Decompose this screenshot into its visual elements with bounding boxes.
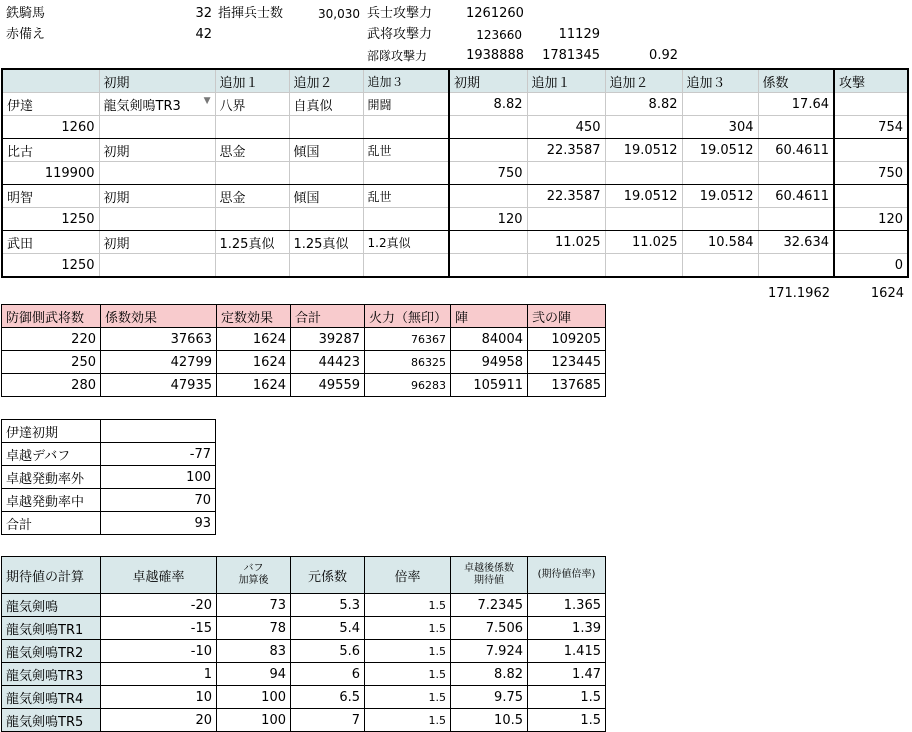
defense-cell[interactable]: 76367 <box>365 328 451 351</box>
expected-cell[interactable]: 1.5 <box>528 686 606 709</box>
coef-total-cell[interactable]: 17.64 <box>758 93 834 116</box>
expected-row <box>2 709 606 732</box>
butai-value-1[interactable]: 1938888 <box>466 48 524 63</box>
const-cell[interactable]: 450 <box>527 116 605 139</box>
busho-name-cell[interactable]: 比古 <box>2 139 99 162</box>
defense-header-cell[interactable]: 防御側武将数 <box>2 305 101 328</box>
const-cell[interactable] <box>605 162 682 185</box>
defense-cell[interactable]: 47935 <box>101 374 217 397</box>
expected-cell[interactable]: 8.82 <box>451 663 528 686</box>
expected-cell[interactable]: 1.5 <box>365 709 451 732</box>
const-cell[interactable]: 750 <box>449 162 527 185</box>
defense-header-cell[interactable]: 陣 <box>451 305 528 328</box>
expected-cell[interactable]: 5.3 <box>291 594 365 617</box>
defense-cell[interactable]: 96283 <box>365 374 451 397</box>
expected-label-cell[interactable]: 龍気剣鳴 <box>2 594 101 617</box>
defense-cell[interactable]: 37663 <box>101 328 217 351</box>
skill-cell[interactable]: 思金 <box>215 139 289 162</box>
grid-cell[interactable] <box>758 162 834 185</box>
grid-row-hiko-sub <box>2 162 908 185</box>
date-label-cell[interactable]: 卓越デバフ <box>2 443 101 466</box>
attack-cell[interactable] <box>834 93 908 116</box>
defense-cell[interactable]: 1624 <box>217 374 291 397</box>
busho-attack-cell[interactable]: 1250 <box>2 254 99 278</box>
attack-cell[interactable] <box>834 231 908 254</box>
grid-cell[interactable] <box>363 116 449 139</box>
date-value-cell[interactable]: 93 <box>101 512 216 535</box>
date-row <box>2 512 216 535</box>
skill-cell[interactable]: 自真似 <box>289 93 363 116</box>
attack-total-cell[interactable]: 754 <box>834 116 908 139</box>
expected-row <box>2 640 606 663</box>
expected-cell[interactable]: 5.4 <box>291 617 365 640</box>
date-row <box>2 489 216 512</box>
busho-name-cell[interactable]: 武田 <box>2 231 99 254</box>
const-cell[interactable] <box>682 208 758 231</box>
expected-cell[interactable]: 9.75 <box>451 686 528 709</box>
skill-cell[interactable]: 乱世 <box>363 139 449 162</box>
grid-row-takeda <box>2 231 908 254</box>
date-label-cell[interactable]: 卓越発動率中 <box>2 489 101 512</box>
tekkiba-label[interactable]: 鉄騎馬 <box>6 6 46 21</box>
date-label-cell[interactable]: 伊達初期 <box>2 420 101 443</box>
defense-cell[interactable]: 94958 <box>451 351 528 374</box>
expected-cell[interactable]: 1.365 <box>528 594 606 617</box>
busho-attack-cell[interactable]: 119900 <box>2 162 99 185</box>
grid-cell[interactable] <box>99 116 215 139</box>
grid-cell[interactable] <box>289 254 363 278</box>
skill-cell[interactable]: 1.25真似 <box>215 231 289 254</box>
defense-cell[interactable]: 250 <box>2 351 101 374</box>
expected-cell[interactable]: 10 <box>101 686 217 709</box>
grid-header-cell[interactable]: 初期 <box>449 69 527 93</box>
defense-cell[interactable]: 1624 <box>217 328 291 351</box>
grid-cell[interactable] <box>99 208 215 231</box>
defense-row <box>2 374 606 397</box>
grid-row-akechi <box>2 185 908 208</box>
const-cell[interactable] <box>449 254 527 278</box>
grid-cell[interactable] <box>99 162 215 185</box>
skill-dropdown-cell[interactable] <box>99 93 215 116</box>
defense-row <box>2 351 606 374</box>
coef-cell[interactable]: 19.0512 <box>682 185 758 208</box>
expected-cell[interactable]: 20 <box>101 709 217 732</box>
attack-total-cell[interactable]: 750 <box>834 162 908 185</box>
coef-cell[interactable]: 10.584 <box>682 231 758 254</box>
grid-header-row <box>2 69 908 93</box>
grid-cell[interactable] <box>363 254 449 278</box>
busho-label[interactable]: 武将攻撃力 <box>367 27 433 42</box>
grid-header-cell[interactable]: 追加２ <box>289 69 363 93</box>
expected-cell[interactable]: 78 <box>217 617 291 640</box>
grid-header-cell[interactable]: 初期 <box>99 69 215 93</box>
date-row <box>2 443 216 466</box>
const-cell[interactable]: 304 <box>682 116 758 139</box>
expected-cell[interactable]: 1.47 <box>528 663 606 686</box>
const-cell[interactable] <box>605 254 682 278</box>
coef-cell[interactable]: 11.025 <box>605 231 682 254</box>
expected-cell[interactable]: 1.5 <box>528 709 606 732</box>
date-value-cell[interactable]: 70 <box>101 489 216 512</box>
const-cell[interactable] <box>605 116 682 139</box>
date-value-cell[interactable] <box>101 420 216 443</box>
defense-header-row <box>2 305 606 328</box>
shiki-value[interactable]: 30,030 <box>318 7 360 21</box>
defense-cell[interactable]: 49559 <box>291 374 365 397</box>
expected-header-cell[interactable]: (期待値倍率) <box>528 557 606 594</box>
defense-cell[interactable]: 220 <box>2 328 101 351</box>
expected-label-cell[interactable]: 龍気剣鳴TR3 <box>2 663 101 686</box>
expected-label-cell[interactable]: 龍気剣鳴TR5 <box>2 709 101 732</box>
skill-cell[interactable]: 初期 <box>99 139 215 162</box>
skill-cell[interactable]: 傾国 <box>289 185 363 208</box>
expected-header-cell[interactable]: 元係数 <box>291 557 365 594</box>
expected-cell[interactable]: 10.5 <box>451 709 528 732</box>
expected-cell[interactable]: -15 <box>101 617 217 640</box>
defense-row <box>2 328 606 351</box>
skill-grid <box>1 68 909 278</box>
grid-cell[interactable] <box>289 208 363 231</box>
expected-cell[interactable]: -20 <box>101 594 217 617</box>
busho-value-1[interactable]: 123660 <box>476 28 522 42</box>
expected-header-row <box>2 557 606 594</box>
defense-cell[interactable]: 105911 <box>451 374 528 397</box>
coef-cell[interactable]: 19.0512 <box>682 139 758 162</box>
expected-cell[interactable]: 1.415 <box>528 640 606 663</box>
defense-cell[interactable]: 123445 <box>528 351 606 374</box>
coef-total-cell[interactable]: 60.4611 <box>758 185 834 208</box>
busho-name-cell[interactable]: 伊達 <box>2 93 99 116</box>
const-cell[interactable] <box>605 208 682 231</box>
expected-header-cell[interactable]: 期待値の計算 <box>2 557 101 594</box>
const-cell[interactable] <box>527 162 605 185</box>
defense-cell[interactable]: 39287 <box>291 328 365 351</box>
heishi-value[interactable]: 1261260 <box>466 6 524 21</box>
defense-header-cell[interactable]: 係数効果 <box>101 305 217 328</box>
defense-cell[interactable]: 109205 <box>528 328 606 351</box>
coef-cell[interactable]: 8.82 <box>449 93 527 116</box>
expected-row <box>2 594 606 617</box>
grid-cell[interactable] <box>758 254 834 278</box>
expected-cell[interactable]: 83 <box>217 640 291 663</box>
busho-name-cell[interactable]: 明智 <box>2 185 99 208</box>
defense-cell[interactable]: 44423 <box>291 351 365 374</box>
expected-header-cell[interactable]: 卓越後係数 期待値 <box>451 557 528 594</box>
coef-cell[interactable] <box>449 231 527 254</box>
expected-cell[interactable]: 100 <box>217 709 291 732</box>
expected-cell[interactable]: 1 <box>101 663 217 686</box>
coef-cell[interactable]: 22.3587 <box>527 139 605 162</box>
grid-header-cell[interactable] <box>2 69 99 93</box>
defense-cell[interactable]: 42799 <box>101 351 217 374</box>
date-label-cell[interactable]: 卓越発動率外 <box>2 466 101 489</box>
coef-cell[interactable] <box>449 139 527 162</box>
expected-row <box>2 663 606 686</box>
busho-attack-cell[interactable]: 1250 <box>2 208 99 231</box>
expected-cell[interactable]: 6.5 <box>291 686 365 709</box>
grid-cell[interactable] <box>758 208 834 231</box>
date-value-cell[interactable]: -77 <box>101 443 216 466</box>
date-row <box>2 466 216 489</box>
date-value-cell[interactable]: 100 <box>101 466 216 489</box>
attack-total-cell[interactable]: 0 <box>834 254 908 278</box>
coef-cell[interactable] <box>449 185 527 208</box>
attack-grand-total[interactable]: 1624 <box>870 286 904 301</box>
expected-cell[interactable]: 100 <box>217 686 291 709</box>
const-cell[interactable] <box>682 254 758 278</box>
expected-cell[interactable]: 5.6 <box>291 640 365 663</box>
defense-cell[interactable]: 1624 <box>217 351 291 374</box>
grid-header-cell[interactable]: 追加１ <box>527 69 605 93</box>
expected-cell[interactable]: 1.39 <box>528 617 606 640</box>
defense-header-cell[interactable]: 定数効果 <box>217 305 291 328</box>
grid-header-cell[interactable]: 追加１ <box>215 69 289 93</box>
coef-cell[interactable] <box>682 93 758 116</box>
expected-cell[interactable]: 7.924 <box>451 640 528 663</box>
grid-header-cell[interactable]: 追加３ <box>363 69 449 93</box>
skill-cell[interactable]: 八界 <box>215 93 289 116</box>
tekkiba-value[interactable]: 32 <box>195 6 212 21</box>
coef-cell[interactable] <box>527 93 605 116</box>
grid-row-takeda-sub <box>2 254 908 278</box>
busho-attack-cell[interactable]: 1260 <box>2 116 99 139</box>
grid-cell[interactable] <box>289 116 363 139</box>
expected-value-table <box>1 556 606 732</box>
date-label-cell[interactable]: 合計 <box>2 512 101 535</box>
shiki-label[interactable]: 指揮兵士数 <box>218 6 284 21</box>
defense-cell[interactable]: 84004 <box>451 328 528 351</box>
expected-cell[interactable]: 7.2345 <box>451 594 528 617</box>
grid-header-cell[interactable]: 係数 <box>758 69 834 93</box>
attack-cell[interactable] <box>834 139 908 162</box>
date-initial-table <box>1 419 216 535</box>
grid-cell[interactable] <box>363 208 449 231</box>
expected-label-cell[interactable]: 龍気剣鳴TR1 <box>2 617 101 640</box>
coef-cell[interactable]: 11.025 <box>527 231 605 254</box>
butai-label[interactable]: 部隊攻撃力 <box>367 49 428 63</box>
expected-header-cell[interactable]: 卓越確率 <box>101 557 217 594</box>
const-cell[interactable] <box>527 208 605 231</box>
skill-cell[interactable]: 思金 <box>215 185 289 208</box>
grid-cell[interactable] <box>289 162 363 185</box>
expected-cell[interactable]: 1.5 <box>365 640 451 663</box>
coef-cell[interactable]: 8.82 <box>605 93 682 116</box>
grid-cell[interactable] <box>758 116 834 139</box>
skill-cell[interactable]: 1.25真似 <box>289 231 363 254</box>
expected-row <box>2 617 606 640</box>
skill-cell[interactable]: 初期 <box>99 185 215 208</box>
const-cell[interactable] <box>527 254 605 278</box>
coef-cell[interactable]: 19.0512 <box>605 185 682 208</box>
const-cell[interactable] <box>682 162 758 185</box>
busho-value-2[interactable]: 11129 <box>558 27 600 42</box>
attack-total-cell[interactable]: 120 <box>834 208 908 231</box>
akazonae-label[interactable]: 赤備え <box>6 27 46 42</box>
skill-cell[interactable]: 1.2真似 <box>363 231 449 254</box>
butai-value-2[interactable]: 1781345 <box>542 48 600 63</box>
coef-total-cell[interactable]: 32.634 <box>758 231 834 254</box>
coef-cell[interactable]: 22.3587 <box>527 185 605 208</box>
expected-cell[interactable]: 1.5 <box>365 686 451 709</box>
skill-cell[interactable]: 初期 <box>99 231 215 254</box>
expected-cell[interactable]: 73 <box>217 594 291 617</box>
defense-cell[interactable]: 137685 <box>528 374 606 397</box>
expected-cell[interactable]: 1.5 <box>365 663 451 686</box>
skill-dropdown-value: 龍気剣鳴TR3 <box>103 98 181 114</box>
coef-total-cell[interactable]: 60.4611 <box>758 139 834 162</box>
expected-header-cell[interactable]: バフ 加算後 <box>217 557 291 594</box>
dropdown-arrow-icon[interactable]: ▼ <box>203 95 211 106</box>
grid-row-date-sub <box>2 116 908 139</box>
expected-cell[interactable]: 6 <box>291 663 365 686</box>
heishi-label[interactable]: 兵士攻撃力 <box>367 6 433 21</box>
defense-header-cell[interactable]: 合計 <box>291 305 365 328</box>
expected-row <box>2 686 606 709</box>
grid-cell[interactable] <box>99 254 215 278</box>
expected-header-cell[interactable]: 倍率 <box>365 557 451 594</box>
skill-cell[interactable]: 開闘 <box>363 93 449 116</box>
grid-header-cell[interactable]: 追加２ <box>605 69 682 93</box>
grid-cell[interactable] <box>215 208 289 231</box>
defense-table <box>1 304 606 397</box>
attack-cell[interactable] <box>834 185 908 208</box>
const-cell[interactable]: 120 <box>449 208 527 231</box>
expected-label-cell[interactable]: 龍気剣鳴TR4 <box>2 686 101 709</box>
coef-cell[interactable]: 19.0512 <box>605 139 682 162</box>
butai-value-3[interactable]: 0.92 <box>649 48 678 63</box>
defense-cell[interactable]: 86325 <box>365 351 451 374</box>
skill-cell[interactable]: 乱世 <box>363 185 449 208</box>
expected-label-cell[interactable]: 龍気剣鳴TR2 <box>2 640 101 663</box>
grid-cell[interactable] <box>363 162 449 185</box>
grid-row-akechi-sub <box>2 208 908 231</box>
expected-cell[interactable]: 7 <box>291 709 365 732</box>
akazonae-value[interactable]: 42 <box>195 27 212 42</box>
const-cell[interactable] <box>449 116 527 139</box>
defense-cell[interactable]: 280 <box>2 374 101 397</box>
grid-row-hiko <box>2 139 908 162</box>
expected-cell[interactable]: 1.5 <box>365 617 451 640</box>
expected-cell[interactable]: 1.5 <box>365 594 451 617</box>
defense-header-cell[interactable]: 火力（無印） <box>365 305 451 328</box>
grid-cell[interactable] <box>215 162 289 185</box>
coef-grand-total[interactable]: 171.1962 <box>767 286 830 301</box>
grid-cell[interactable] <box>215 116 289 139</box>
defense-header-cell[interactable]: 弐の陣 <box>528 305 606 328</box>
grid-header-cell[interactable]: 攻撃 <box>834 69 908 93</box>
expected-cell[interactable]: 94 <box>217 663 291 686</box>
grid-row-date <box>2 93 908 116</box>
grid-header-cell[interactable]: 追加３ <box>682 69 758 93</box>
skill-cell[interactable]: 傾国 <box>289 139 363 162</box>
date-row <box>2 420 216 443</box>
expected-cell[interactable]: 7.506 <box>451 617 528 640</box>
expected-cell[interactable]: -10 <box>101 640 217 663</box>
grid-cell[interactable] <box>215 254 289 278</box>
